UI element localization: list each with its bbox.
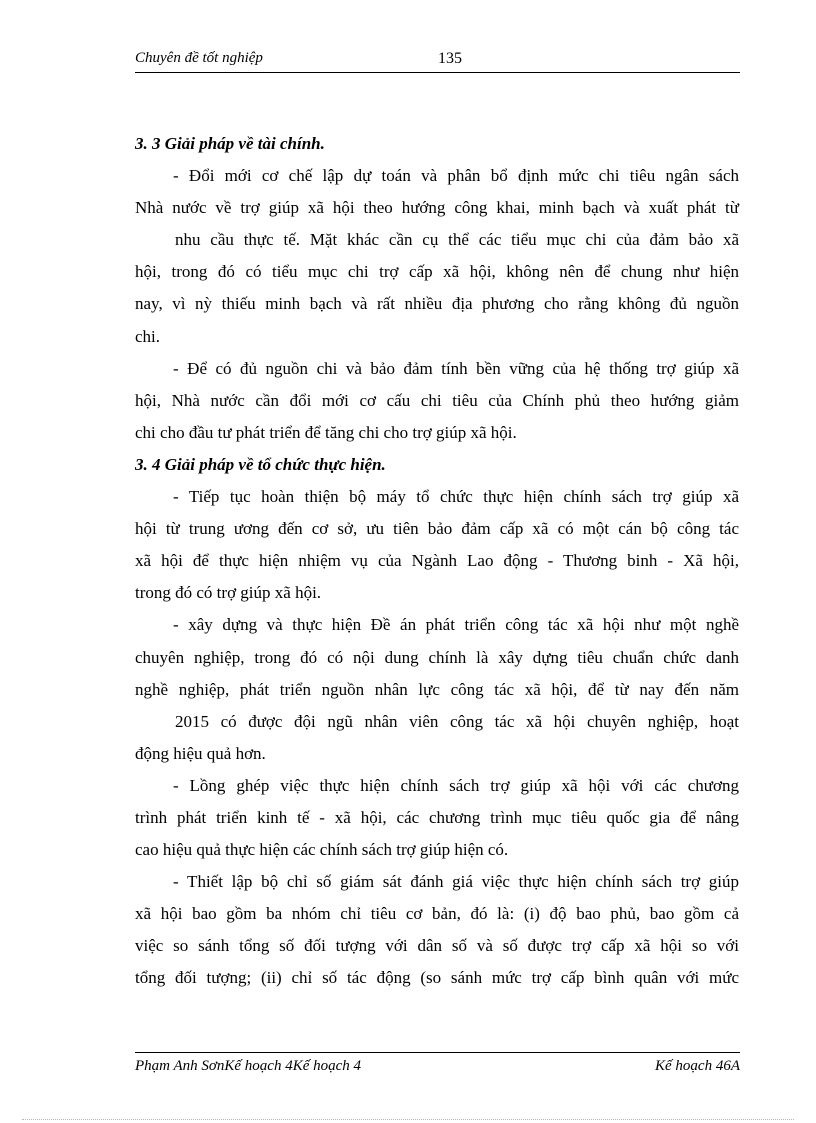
paragraph-line: hội, trong đó có tiểu mục chi trợ cấp xã hội, không nên để chung như hiện: [135, 262, 739, 282]
section-heading: 3. 3 Giải pháp về tài chính.: [135, 134, 325, 153]
paragraph-line: - Đổi mới cơ chế lập dự toán và phân bổ định mức chi tiêu ngân sách: [173, 166, 739, 186]
footer-class: Kế hoạch 46A: [655, 1058, 740, 1074]
paragraph-line: trong đó có trợ giúp xã hội.: [135, 583, 322, 603]
paragraph-line: trình phát triển kinh tế - xã hội, các chương trình mục tiêu quốc gia để nâng: [135, 807, 739, 827]
page-header: [135, 46, 740, 73]
paragraph-line: động hiệu quả hơn.: [135, 743, 266, 763]
paragraph-line: - Tiếp tục hoàn thiện bộ máy tổ chức thực hiện chính sách trợ giúp xã: [173, 487, 739, 507]
header-title: Chuyên đề tốt nghiệp: [135, 50, 263, 66]
paragraph-line: cao hiệu quả thực hiện các chính sách trợ giúp hiện có.: [135, 840, 509, 860]
paragraph-line: - xây dựng và thực hiện Đề án phát triển công tác xã hội như một nghề: [173, 615, 739, 635]
paragraph-line: chi cho đầu tư phát triển để tăng chi cho trợ giúp xã hội.: [135, 422, 517, 442]
paragraph-line: nay, vì nỳ thiếu minh bạch và rất nhiều địa phương cho rằng không đủ nguồn: [135, 294, 739, 314]
paragraph-line: - Thiết lập bộ chỉ số giám sát đánh giá việc thực hiện chính sách trợ giúp: [173, 872, 739, 892]
paragraph-line: tổng đối tượng; (ii) chỉ số tác động (so sánh mức trợ cấp bình quân với mức: [135, 968, 739, 988]
page-footer: [135, 1052, 740, 1074]
paragraph-line: chi.: [135, 326, 161, 346]
document-body: [135, 128, 739, 995]
paragraph-line: xã hội để thực hiện nhiệm vụ của Ngành Lao động - Thương binh - Xã hội,: [135, 551, 739, 571]
paragraph-line: xã hội bao gồm ba nhóm chỉ tiêu cơ bản, đó là: (i) độ bao phủ, bao gồm cả: [135, 904, 739, 924]
section-heading: 3. 4 Giải pháp về tổ chức thực hiện.: [135, 454, 386, 474]
paragraph-line: Nhà nước về trợ giúp xã hội theo hướng công khai, minh bạch và xuất phát từ: [135, 198, 739, 218]
paragraph-line: - Để có đủ nguồn chi và bảo đảm tính bền vững của hệ thống trợ giúp xã: [173, 358, 739, 378]
footer-author: Phạm Anh SơnKế hoạch 4Kế hoạch 4: [135, 1058, 362, 1074]
paragraph-line: chuyên nghiệp, trong đó có nội dung chính là xây dựng tiêu chuẩn chức danh: [135, 647, 739, 667]
paragraph-line: nghề nghiệp, phát triển nguồn nhân lực công tác xã hội, để từ nay đến năm: [135, 679, 739, 699]
paragraph-line: - Lồng ghép việc thực hiện chính sách trợ giúp xã hội với các chương: [173, 775, 739, 795]
paragraph-line: hội từ trung ương đến cơ sở, ưu tiên bảo đảm cấp xã có một cán bộ công tác: [135, 519, 739, 539]
paragraph-line: nhu cầu thực tế. Mặt khác cần cụ thể các tiểu mục chi của đảm bảo xã: [175, 230, 739, 250]
page-bottom-divider: [22, 1119, 794, 1120]
paragraph-line: 2015 có được đội ngũ nhân viên công tác xã hội chuyên nghiệp, hoạt: [175, 711, 739, 731]
paragraph-line: hội, Nhà nước cần đổi mới cơ cấu chi tiêu của Chính phủ theo hướng giảm: [135, 390, 739, 410]
paragraph-line: việc so sánh tổng số đối tượng với dân số và số được trợ cấp xã hội so với: [135, 936, 739, 956]
page-number: 135: [438, 50, 462, 67]
